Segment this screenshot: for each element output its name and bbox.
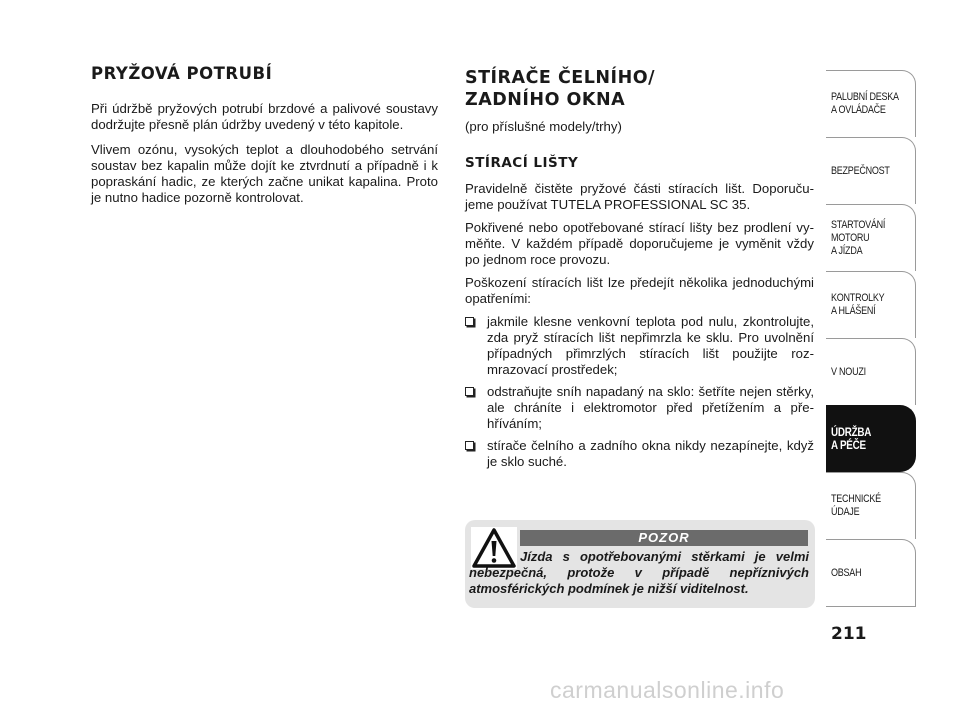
warning-label: POZOR	[520, 530, 808, 546]
tab-starting-driving[interactable]	[826, 204, 916, 271]
tab-label: V NOUZI	[831, 365, 866, 378]
paragraph: Vlivem ozónu, vysokých teplot a dlouhodobého setrvání soustav bez kapalin může dojít ke ztvrdnutí a případně i k popraskání hadic, ze kterých začne unikat kapalina. Proto je nutno hadice pozorně kontrolovat.	[91, 142, 438, 205]
list-item	[465, 384, 814, 432]
tab-label: STARTOVÁNÍ MOTORU A JÍZDA	[831, 218, 886, 257]
sidebar-end-line	[826, 606, 916, 607]
chapter-sidebar	[826, 70, 916, 607]
tab-label: TECHNICKÉ ÚDAJE	[831, 493, 881, 518]
paragraph: Pravidelně čistěte pryžové části stíracích lišt. Doporučujeme používat TUTELA PROFESSIONAL SC 35.	[465, 181, 814, 212]
title-text: STÍRAČE ČELNÍHO/ ZADNÍHO OKNA	[465, 68, 655, 110]
paragraph: Poškození stíracích lišt lze předejít několika jednoduchými opatřeními:	[465, 275, 814, 306]
left-body	[91, 101, 438, 215]
tab-label: PALUBNÍ DESKA A OVLÁDAČE	[831, 91, 899, 116]
tab-safety[interactable]	[826, 137, 916, 204]
list-item-text: odstraňujte sníh napadaný na sklo: šetříte nejen stěrky, ale chráníte i elektromotor před přetížením a přehříváním;	[487, 384, 814, 431]
page-number: 211	[831, 624, 867, 644]
tab-technical-data[interactable]	[826, 472, 916, 539]
watermark: carmanualsonline.info	[550, 677, 785, 703]
tab-label: ÚDRŽBA A PÉČE	[831, 425, 872, 452]
tab-label: BEZPEČNOST	[831, 164, 890, 177]
warning-text: Jízda s opotřebovanými stěrkami je velmi nebezpečná, protože v případě nepříznivých atmosférických podmínek je nižší viditelnost.	[469, 549, 809, 596]
tab-label: KONTROLKY A HLÁŠENÍ	[831, 292, 885, 317]
tab-label: OBSAH	[831, 566, 862, 579]
list-item	[465, 438, 814, 470]
sub-heading-wiper-blades: STÍRACÍ LIŠTY	[465, 155, 579, 171]
section-title-hoses: PRYŽOVÁ POTRUBÍ	[91, 64, 273, 83]
paragraph: Pokřivené nebo opotřebované stírací lišty bez prodlení vyměňte. V každém případě doporučujeme je vyměnit vždy po jednom roce provozu.	[465, 220, 814, 267]
list-item	[465, 314, 814, 378]
list-item-text: stírače čelního a zadního okna nikdy nezapínejte, když je sklo suché.	[487, 438, 814, 469]
section-title-wipers	[465, 67, 665, 111]
tab-emergency[interactable]	[826, 338, 916, 405]
tab-contents[interactable]	[826, 539, 916, 606]
tab-dashboard-controls[interactable]	[826, 70, 916, 137]
tab-warning-lights[interactable]	[826, 271, 916, 338]
bullet-list	[465, 314, 814, 470]
checkbox-bullet-icon	[465, 317, 474, 326]
warning-box	[465, 520, 815, 608]
checkbox-bullet-icon	[465, 387, 474, 396]
paragraph: Při údržbě pryžových potrubí brzdové a palivové soustavy dodržujte přesně plán údržby uvedený v této kapitole.	[91, 101, 438, 132]
list-item-text: jakmile klesne venkovní teplota pod nulu, zkontrolujte, zda pryž stíracích lišt nepřimrzla ke sklu. Pro uvolnění případných přimrzlých stíracích lišt použijte rozmrazovací prostředek;	[487, 314, 814, 377]
right-body	[465, 181, 814, 476]
checkbox-bullet-icon	[465, 441, 474, 450]
tab-maintenance-care[interactable]	[826, 405, 916, 472]
subtitle: (pro příslušné modely/trhy)	[465, 119, 622, 134]
